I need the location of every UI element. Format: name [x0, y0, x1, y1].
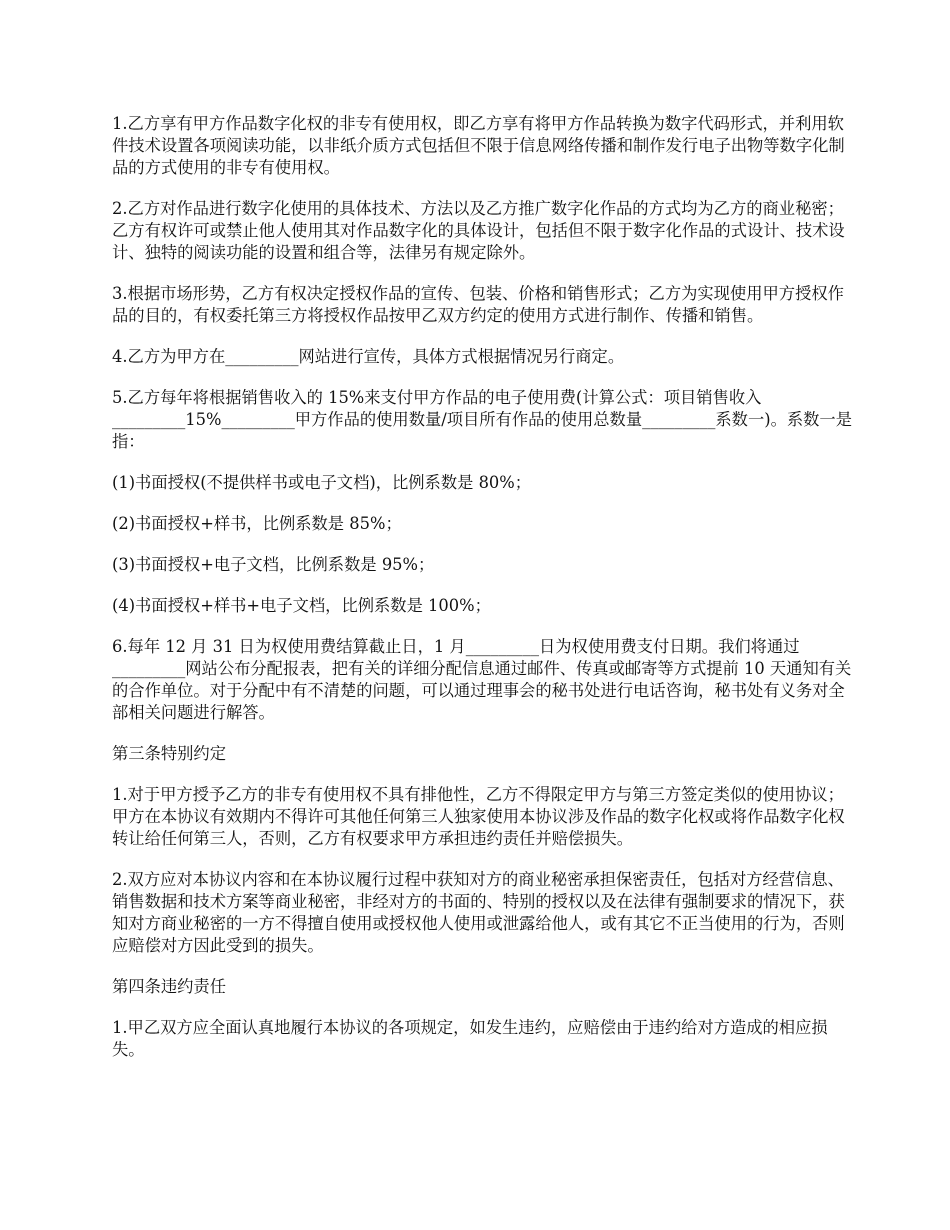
- clause-paragraph-4: 4.乙方为甲方在_________网站进行宣传，具体方式根据情况另行商定。: [112, 347, 625, 366]
- coefficient-item-3: (3)书面授权+电子文档，比例系数是 95%；: [112, 555, 435, 574]
- liability-clause-1: 1.甲乙双方应全面认真地履行本协议的各项规定，如发生违约，应赔偿由于违约给对方造成的相应损失。: [112, 1018, 828, 1059]
- coefficient-item-2: (2)书面授权+样书，比例系数是 85%；: [112, 514, 402, 533]
- special-clause-1: 1.对于甲方授予乙方的非专有使用权不具有排他性，乙方不得限定甲方与第三方签定类似的使用协议；甲方在本协议有效期内不得许可其他任何第三人独家使用本协议涉及作品的数字化权或将作品数字化权转让给任何第三人，否则，乙方有权要求甲方承担违约责任并赔偿损失。: [112, 785, 845, 848]
- coefficient-item-4: (4)书面授权+样书+电子文档，比例系数是 100%；: [112, 596, 491, 615]
- coefficient-item-1: (1)书面授权(不提供样书或电子文档)，比例系数是 80%；: [112, 473, 532, 492]
- clause-paragraph-5: 5.乙方每年将根据销售收入的 15%来支付甲方作品的电子使用费(计算公式：项目销售收入_________15%_________甲方作品的使用数量/项目所有作品的使用总数量_________系数一)。系数一是指：: [112, 388, 852, 451]
- section-heading-article-4: 第四条违约责任: [112, 977, 226, 996]
- clause-paragraph-2: 2.乙方对作品进行数字化使用的具体技术、方法以及乙方推广数字化作品的方式均为乙方的商业秘密；乙方有权许可或禁止他人使用其对作品数字化的具体设计，包括但不限于数字化作品的式设计、技术设计、独特的阅读功能的设置和组合等，法律另有规定除外。: [112, 199, 845, 262]
- clause-paragraph-1: 1.乙方享有甲方作品数字化权的非专有使用权，即乙方享有将甲方作品转换为数字代码形式，并利用软件技术设置各项阅读功能，以非纸介质方式包括但不限于信息网络传播和制作发行电子出物等数字化制品的方式使用的非专有使用权。: [112, 114, 845, 177]
- section-heading-article-3: 第三条特别约定: [112, 744, 226, 763]
- document-page: [112, 113, 852, 1080]
- special-clause-2: 2.双方应对本协议内容和在本协议履行过程中获知对方的商业秘密承担保密责任，包括对方经营信息、销售数据和技术方案等商业秘密，非经对方的书面的、特别的授权以及在法律有强制要求的情况下，获知对方商业秘密的一方不得擅自使用或授权他人使用或泄露给他人，或有其它不正当使用的行为，否则应赔偿对方因此受到的损失。: [112, 870, 845, 955]
- clause-paragraph-3: 3.根据市场形势，乙方有权决定授权作品的宣传、包装、价格和销售形式；乙方为实现使用甲方授权作品的目的，有权委托第三方将授权作品按甲乙双方约定的使用方式进行制作、传播和销售。: [112, 284, 844, 325]
- clause-paragraph-6: 6.每年 12 月 31 日为权使用费结算截止日，1 月_________日为权使用费支付日期。我们将通过_________网站公布分配报表，把有关的详细分配信息通过邮件、传真或邮寄等方式提前 10 天通知有关的合作单位。对于分配中有不清楚的问题，可以通过理事会的秘书处进行电话咨询，秘书处有义务对全部相关问题进行解答。: [112, 637, 852, 722]
